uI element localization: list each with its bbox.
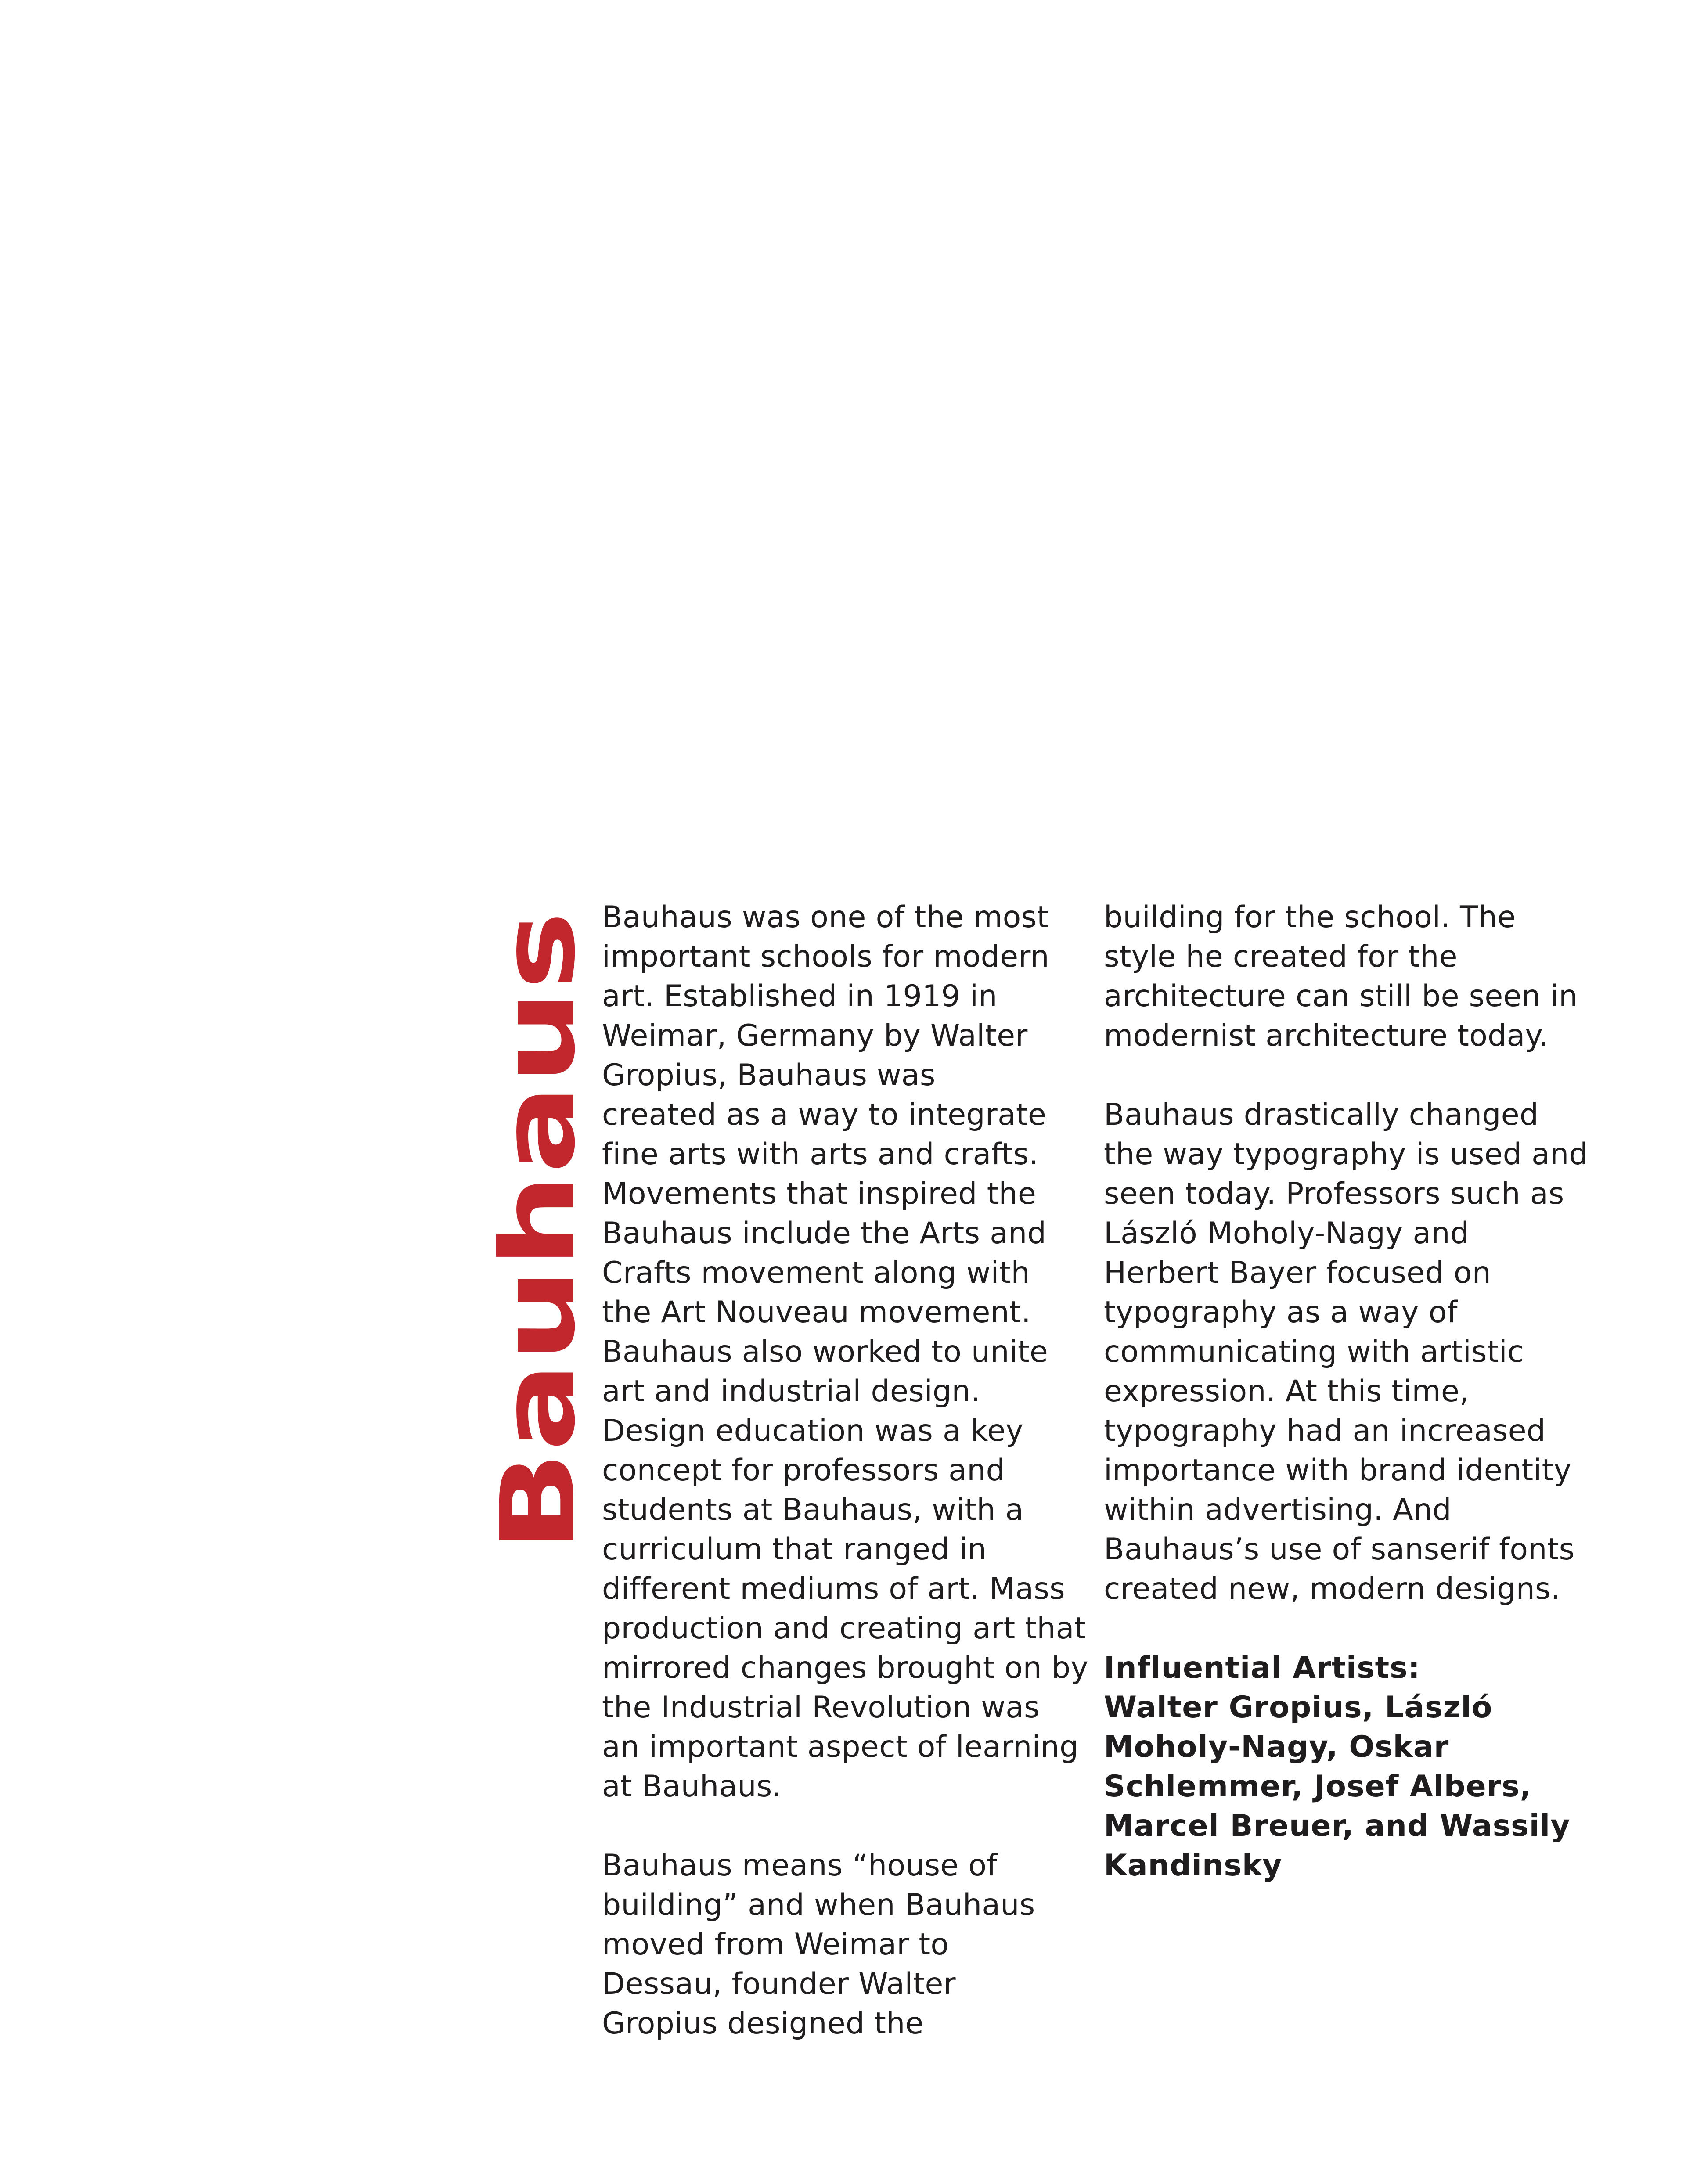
- text-line: Bauhaus also worked to unite: [602, 1335, 1048, 1369]
- text-line: moved from Weimar to: [602, 1927, 949, 1962]
- text-line: art and industrial design.: [602, 1374, 980, 1409]
- paragraph-gap: [602, 1806, 1081, 1846]
- artists-line: Moholy-Nagy, Oskar: [1104, 1730, 1449, 1764]
- paragraph-typography: [1104, 1095, 1587, 1609]
- text-line: Weimar, Germany by Walter: [602, 1018, 1028, 1053]
- text-line: the Art Nouveau movement.: [602, 1295, 1031, 1330]
- artists-line: Schlemmer, Josef Albers,: [1104, 1769, 1532, 1804]
- text-line: mirrored changes brought on by: [602, 1651, 1088, 1685]
- text-line: importance with brand identity: [1104, 1453, 1572, 1488]
- text-line: curriculum that ranged in: [602, 1532, 987, 1567]
- text-line: László Moholy-Nagy and: [1104, 1216, 1470, 1251]
- text-line: Gropius, Bauhaus was: [602, 1058, 936, 1093]
- text-line: students at Bauhaus, with a: [602, 1493, 1024, 1527]
- text-line: typography had an increased: [1104, 1414, 1546, 1448]
- text-line: Bauhaus means “house of: [602, 1848, 998, 1883]
- text-line: Dessau, founder Walter: [602, 1967, 956, 2001]
- text-line: Gropius designed the: [602, 2006, 924, 2041]
- paragraph-meaning: [602, 1846, 1081, 2044]
- text-line: building” and when Bauhaus: [602, 1888, 1035, 1922]
- text-line: architecture can still be seen in: [1104, 979, 1578, 1014]
- right-column: [1104, 898, 1587, 1885]
- left-column: [602, 898, 1088, 2044]
- text-line: Crafts movement along with: [602, 1256, 1030, 1290]
- vertical-title: [479, 907, 598, 1557]
- text-line: Herbert Bayer focused on: [1104, 1256, 1491, 1290]
- paragraph-meaning-continued: [1104, 898, 1587, 1056]
- text-line: style he created for the: [1104, 939, 1458, 974]
- influential-artists: [1104, 1648, 1587, 1885]
- text-line: at Bauhaus.: [602, 1769, 782, 1804]
- text-line: concept for professors and: [602, 1453, 1005, 1488]
- text-line: art. Established in 1919 in: [602, 979, 998, 1014]
- text-line: Design education was a key: [602, 1414, 1023, 1448]
- text-line: typography as a way of: [1104, 1295, 1458, 1330]
- text-line: expression. At this time,: [1104, 1374, 1470, 1409]
- text-line: created new, modern designs.: [1104, 1572, 1560, 1606]
- text-line: created as a way to integrate: [602, 1097, 1047, 1132]
- text-line: Bauhaus was one of the most: [602, 900, 1049, 935]
- text-line: different mediums of art. Mass: [602, 1572, 1065, 1606]
- text-line: within advertising. And: [1104, 1493, 1452, 1527]
- text-line: the Industrial Revolution was: [602, 1690, 1040, 1725]
- artists-heading: Influential Artists:: [1104, 1651, 1420, 1685]
- paragraph-intro: [602, 898, 1088, 1806]
- vertical-title-svg: [479, 907, 598, 1557]
- paragraph-gap: [1104, 1056, 1587, 1095]
- text-line: building for the school. The: [1104, 900, 1516, 935]
- paragraph-gap: [1104, 1609, 1587, 1648]
- text-line: the way typography is used and: [1104, 1137, 1588, 1172]
- text-line: communicating with artistic: [1104, 1335, 1524, 1369]
- text-line: Movements that inspired the: [602, 1177, 1037, 1211]
- text-line: Bauhaus drastically changed: [1104, 1097, 1539, 1132]
- artists-line: Walter Gropius, László: [1104, 1690, 1493, 1725]
- text-line: important schools for modern: [602, 939, 1049, 974]
- text-line: fine arts with arts and crafts.: [602, 1137, 1039, 1172]
- text-line: seen today. Professors such as: [1104, 1177, 1564, 1211]
- text-line: production and creating art that: [602, 1611, 1086, 1646]
- title-text: Bauhaus: [479, 1059, 598, 1552]
- text-line: Bauhaus’s use of sanserif fonts: [1104, 1532, 1575, 1567]
- text-line: an important aspect of learning: [602, 1730, 1079, 1764]
- artists-line: Kandinsky: [1104, 1848, 1283, 1883]
- text-line: Bauhaus include the Arts and: [602, 1216, 1047, 1251]
- text-line: modernist architecture today.: [1104, 1018, 1549, 1053]
- artists-line: Marcel Breuer, and Wassily: [1104, 1809, 1571, 1843]
